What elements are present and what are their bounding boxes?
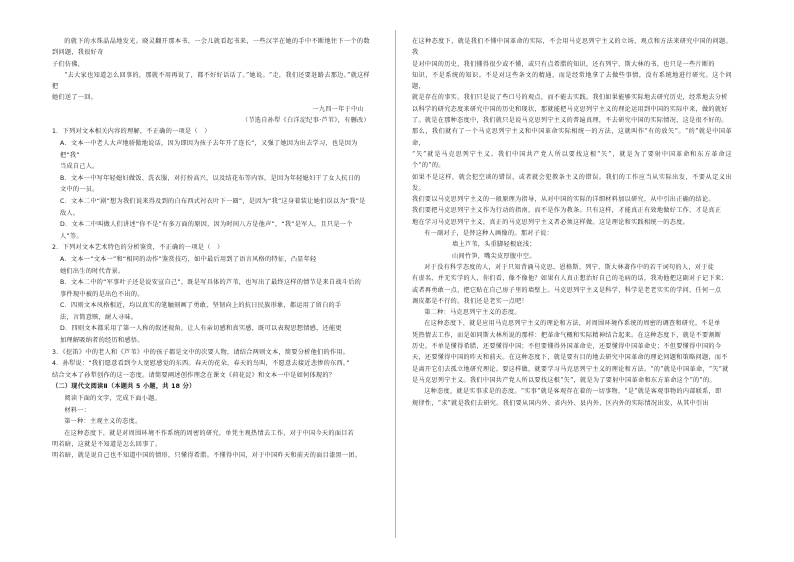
body-line: 凭热情去工作，而是如同斯大林所说的那样：把革命气概和实际精神结合起来。在这种态度下，就是不要割断 (412, 331, 722, 339)
body-line: 那么，我们就有了一个马克思列宁主义和中国革命实际相统一的方法，这就叫作“有的放矢”。“的”就是中国革命， (412, 128, 732, 147)
question-1-option: 文中的一员。 (60, 186, 99, 194)
body-line: 如果不是这样，就会犯空谈的错误，或者就会犯教条主义的错误。我们的工作应当从实际出发，不要从定义出发。 (412, 173, 732, 192)
body-line: 在这种态度下，就是我们不懂中国革命的实际，不会用马克思列宁主义的立场、观点和方法来研究中国的问题。我 (412, 38, 732, 57)
question-2-option: A．文本一“文本一”和“相同的动作”鉴赏技巧，如中最后用到了语言风格的特征，凸显年轻 (60, 255, 317, 263)
question-4: 4．孙犁说：“我们愿意看到令人宽慰感觉的东西。春天的花朵，春天的鸟叫，不愿意去接近悲惨的东西。” (52, 360, 350, 368)
story-line: 的就下的水珠晶晶地发光。晓灵翻开那本书，一会儿就看起书来，一些汉字在她的手中不断地往下一个的数到问题，我很好奇 (52, 38, 370, 57)
body-line: 历史。不单是懂得希腊，还要懂得中国；不但要懂得外国革命史，还要懂得中国革命史；不但要懂得中国的今 (412, 343, 722, 351)
body-line: 天，还要懂得中国的昨天和前天。在这种态度下，就是要有目的地去研究中国革命的理论问题和策略问题，而不 (412, 354, 728, 362)
question-4-cont: 结合文本了孙犁创作的这一态度。请简要阐述创作理念在课文《荷花淀》和文本一中是如何体现的？ (52, 371, 336, 379)
question-2-option: C．四则文本风格相近，均以真实的笔触刻画了勇敢、坚韧向上的抗日民族形象，都运用了留白的手 (60, 302, 342, 310)
poem-line: 墙上芦苇，头重脚轻根底浅； (452, 241, 536, 249)
question-2-option: 加理解吸纳者的经历和感悟。 (60, 337, 144, 345)
question-1-option: 敌人。 (60, 209, 80, 217)
question-2-option: 事件现中被的是出色不出的。 (60, 290, 144, 298)
question-1-option: B．文本一中写年轻媳妇做饭、洗衣服，对打扮高兴，以及结花布等内容，是因为年轻媳妇干了女人抗日的 (60, 174, 361, 182)
question-2-option: B．文本二中的“军事叶子还是说安宣自己”，既是写具体的芦苇，也写出了最终这样的情节是来自战斗后的 (60, 279, 362, 287)
body-line: 知识，不是系统的知识。不是对这些条文的精通，而是经常地拿了去做些事情，没有系统地进行研究。这个问题， (412, 71, 732, 91)
question-1-stem: 1．下列对文本相关内容的理解，不正确的一项是（ ） (52, 128, 211, 136)
right-column (412, 36, 732, 409)
subheading: 第二种：马克思列宁主义的态度。 (424, 309, 521, 317)
body-line: 在这种态度下，就是应用马克思列宁主义的理论和方法，对周围环境作系统的周密的调查和研究。不是单 (424, 320, 721, 328)
body-line: 是马克思列宁主义。我们中国共产党人所以要找这根“矢”，就是为了要射中国革命和东方革命这个“的”的。 (412, 376, 716, 384)
body-line: 是对中国的历史，我们懂得很少或不懂，或只有点希腊的知识，还有列宁、斯大林的书，也只是一些片断的 (412, 60, 715, 68)
question-1-option: D．文本二中叫做人们讲述“你不是”有多万面的原因，因为时间八方是他声”，“我”是军人，且只是一个人”等。 (60, 221, 353, 240)
reading-instruction: 阅读下面的文字，完成下面小题。 (64, 395, 161, 403)
body-line: 我们要把马克思列宁主义作为行动的指南，而不是作为教条。只有这样，才能真正有效地做好工作，才是真正 (412, 207, 722, 215)
body-line: 规律性，“求”就是我们去研究。我们要从国内外、省内外、县内外、区内外的实际情况出发，从其中引出 (412, 399, 709, 407)
question-1-option: 当成自己人。 (60, 163, 99, 171)
question-2-stem: 2．下列对文本艺术特色的分析鉴赏，不正确的一项是（ ） (52, 244, 224, 252)
body-line: 地在学习马克思列宁主义，真正的马克思列宁主义者必须这样做。这是理论和实践相统一的态度。 (412, 218, 690, 226)
body-line: 或者再勇敢一点，把它贴在自己房子里的墙壁上。马克思列宁主义是科学，科学是老老实实的学问，任何一点 (412, 286, 722, 294)
story-line: 她们送了一回。 (52, 94, 98, 102)
quote-intro: 有一副对子，是替这种人画像的。那对子说： (424, 230, 554, 238)
column-divider (395, 30, 396, 538)
body-line: 对于没有科学态度的人，对于只知背诵马克思、恩格斯、列宁、斯大林著作中的若干词句的人，对于徒 (424, 263, 715, 271)
body-line: 我们要以马克思列宁主义的一般原理为指导，从对中国的实际的详细材料加以研究，从中引出正确的结论。 (412, 196, 715, 204)
body-line: “矢”就是马克思列宁主义。我们中国共产党人所以要找这根“矢”，就是为了要射中国革命和东方革命这个“的”的。 (412, 150, 732, 170)
body-line: 了。就是在那种态度中，我们就只是说马克思列宁主义的普遍真理，不去研究中国的实际情况，这是很不好的。 (412, 117, 728, 125)
story-line: “去大家也知道怎么回事的，那就不用再说了，都不好好话话了。”她说。“走，我们还要赶路去那边。”就这样把 (52, 71, 370, 91)
question-3: 3．《挖笛》中的老人和《芦苇》中的孩子都是文中的次要人物，请结合两则文本，简要分析他们的作用。 (52, 348, 350, 356)
question-2-option: 她们出生的时代背景。 (60, 267, 125, 275)
question-2-option: 法，言简意赅，耐人寻味。 (60, 313, 138, 321)
material-label: 材料一： (64, 406, 91, 414)
section-heading: （二）现代文阅读Ⅱ（本题共 5 小题，共 18 分） (52, 383, 196, 391)
body-line: 以科学的研究态度来研究中国的历史和现状，那就能把马克思列宁主义的理论运用到中国的实际中来，做的就好 (412, 105, 728, 113)
poem-line: 山间竹笋，嘴尖皮厚腹中空。 (452, 252, 536, 260)
signature-date: 一九四一年于中山 (312, 105, 364, 113)
body-line: 这种态度，就是实事求是的态度。“实事”就是客观存在着的一切事物，“是”就是客观事物的内部联系，即 (424, 388, 722, 396)
story-line: 子们仿佛， (52, 60, 85, 68)
body-line: 第一种：主观主义的态度。 (64, 418, 142, 426)
question-2-option: D．四则文本都采用了第一人称的叙述视角，让人有亲切感和真实感，既可以表现思想情感，还能更 (60, 325, 342, 333)
source-citation: （节选自孙犁《白洋淀纪事·芦苇》，有删改） (241, 117, 370, 125)
body-line: 是离开它们去孤立地研究理论。要这样做，就要学习马克思列宁主义的理论和方法。“的”就是中国革命，“矢”就 (412, 365, 729, 373)
left-column (52, 36, 370, 461)
body-line: 就是存在的事实，我们只是说了些口号的观点，而不能去实践。我们如果能够实际地去研究历史，经常地去分析 (412, 94, 728, 102)
question-1-option: A．文本一中老人大声地骄傲地说话，因为即因为孩子去年开了连长”，又强了她因为出去学习，也是因为把“我” (60, 139, 358, 159)
body-line: 明若暗，就是说自己也不知道中国的情形，只懂得希腊。不懂得中国，对于中国昨天和前天的面目漆黑一团。 (52, 452, 362, 460)
body-line: 有虚名、并无实学的人，你们看，像不像他？如果有人真正想治好自己的毛病的话，我劝他把这副对子记下来； (412, 275, 728, 283)
body-line: 明若暗，这就是不知道是怎么回事了。 (52, 440, 162, 448)
body-line: 调皮都是不行的。我们还是老实一点吧！ (412, 297, 528, 305)
body-line: 在这种态度下，就是对周围环境不作系统的周密的研究，单凭主观热情去工作，对于中国今天的面目若 (64, 429, 355, 437)
question-1-option: C．文本二中“剧”想为我们说来得及到的白布西式衬衣叶下一圈”，是因为“我”这身着装让她们误以为“我”是 (60, 197, 366, 205)
